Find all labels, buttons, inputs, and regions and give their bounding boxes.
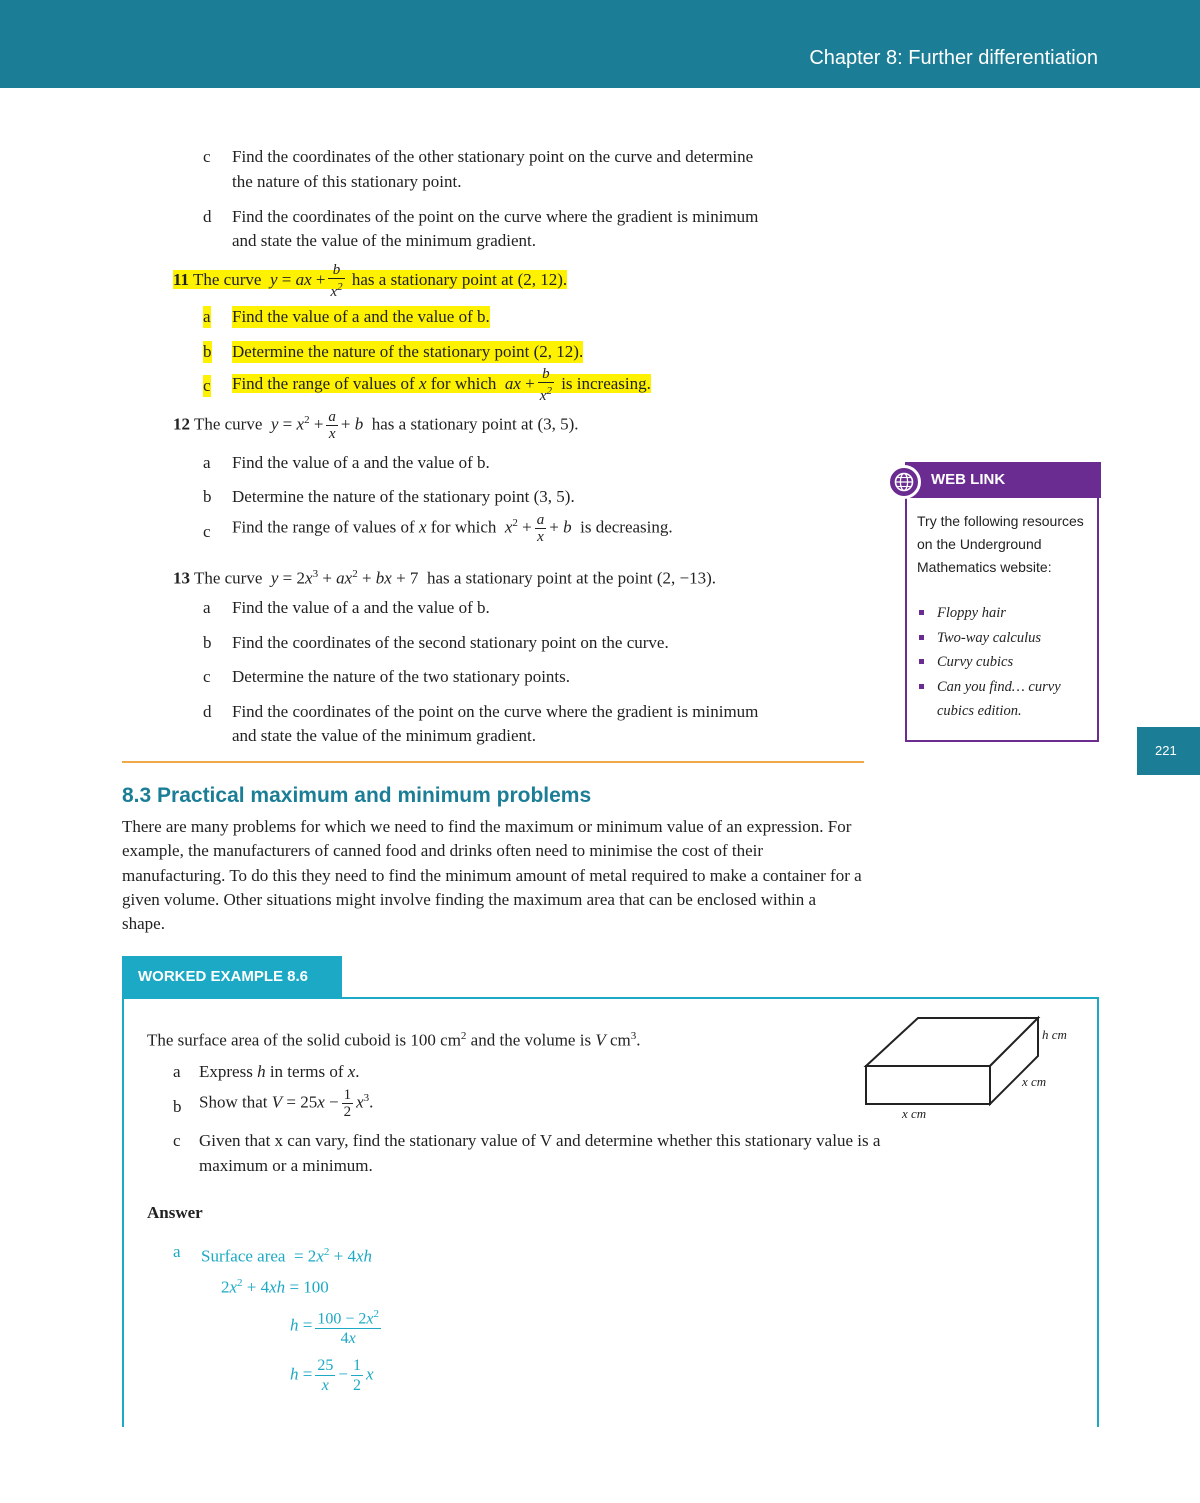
part-label-c: c xyxy=(203,147,211,166)
web-link-item[interactable]: Floppy hair xyxy=(919,601,1095,626)
exercise-text: and state the value of the minimum gradient. xyxy=(232,726,537,745)
height-label: h cm xyxy=(1042,1027,1067,1042)
question-12: 12 The curve $y = x^2$ + $\frac{a}{x}$ + b has a stationary point at (3, 5). xyxy=(173,409,579,443)
section-divider xyxy=(122,761,864,763)
question-text: has a stationary point at (3, 5). xyxy=(371,414,579,434)
web-link-list xyxy=(919,601,1095,724)
question-text: is increasing. xyxy=(561,373,651,393)
section-intro: There are many problems for which we need to find the maximum or minimum value of an expression. For example, the manufacturers of canned food and drinks often need to minimise the cost of their manufacturing. To do this they need to find the minimum amount of metal required to make a container for a given volume. Other situations might involve finding the maximum area that can be enclosed within a shape. xyxy=(122,817,862,934)
answer-heading: Answer xyxy=(147,1203,203,1222)
part-label-c: c xyxy=(203,667,211,686)
section-heading: 8.3 Practical maximum and minimum problems xyxy=(122,784,592,807)
part-label-c: c xyxy=(203,522,211,541)
part-label-c: c xyxy=(173,1131,181,1150)
part-label-c: c xyxy=(203,376,211,395)
part-label-b: b xyxy=(203,633,212,652)
globe-icon xyxy=(887,465,921,499)
answer-step: $2x^2 + 4xh = 100$ xyxy=(221,1277,329,1297)
part-label-a: a xyxy=(173,1062,181,1081)
question-11: 11 The curve y = ax + $\frac{b}{x^2}$ has a stationary point at (2, 12). xyxy=(173,262,568,300)
answer-step: h = $\frac{100 - 2x^2}{4x}$ xyxy=(290,1305,384,1348)
question-13: 13 The curve $y = 2x^3 + ax^2$ + bx + 7 has a stationary point at the point (2, −13). xyxy=(173,568,717,588)
web-link-title: WEB LINK xyxy=(931,471,1006,488)
exercise-text: Find the coordinates of the other stationary point on the curve and determine xyxy=(232,147,754,166)
answer-step: Surface area = $2x^2 + 4xh$ xyxy=(201,1246,372,1266)
chapter-header xyxy=(0,0,1200,88)
answer-step: h = $\frac{25}{x}$ − $\frac{1}{2}$ x xyxy=(290,1357,374,1394)
worked-example-part-c: Given that x can vary, find the stationary value of V and determine whether this stationary value is a xyxy=(199,1131,881,1150)
cuboid-diagram xyxy=(862,1014,1084,1126)
part-label-a: a xyxy=(203,453,211,472)
exercise-text: Determine the nature of the two stationary points. xyxy=(232,667,571,686)
exercise-text: Find the value of a and the value of b. xyxy=(232,598,490,617)
width-label: x cm xyxy=(1022,1074,1047,1089)
question-text: is decreasing. xyxy=(580,517,673,537)
exercise-text: Find the value of a and the value of b. xyxy=(232,453,490,472)
exercise-text: Find the coordinates of the point on the curve where the gradient is minimum xyxy=(232,702,759,721)
worked-example-question: The surface area of the solid cuboid is 100 $cm^2$ and the volume is V $cm^3$. xyxy=(147,1030,641,1050)
web-link-intro: Try the following resources on the Underground Mathematics website: xyxy=(917,513,1084,575)
question-12c: Find the range of values of x for which $x^2$ + $\frac{a}{x}$ + b is decreasing. xyxy=(232,512,673,546)
part-label-b: b xyxy=(203,342,212,361)
question-text: has a stationary point at (2, 12). xyxy=(351,269,568,289)
exercise-text: and state the value of the minimum gradient. xyxy=(232,231,537,250)
exercise-text: the nature of this stationary point. xyxy=(232,172,462,191)
web-link-box xyxy=(905,462,1099,742)
length-label: x cm xyxy=(902,1106,927,1121)
question-11c: Find the range of values of x for which ax + $\frac{b}{x^2}$ is increasing. xyxy=(232,366,651,404)
part-label-b: b xyxy=(203,487,212,506)
exercise-text: Find the coordinates of the second stationary point on the curve. xyxy=(232,633,669,652)
worked-example-part-b: Show that V = 25x − $\frac{1}{2}$ $x^3$. xyxy=(199,1087,374,1121)
worked-example-part-a: Express h in terms of x. xyxy=(199,1062,360,1081)
worked-example-tab xyxy=(122,956,342,998)
part-label-b: b xyxy=(173,1097,182,1116)
chapter-title: Chapter 8: Further differentiation xyxy=(809,47,1098,69)
part-label-a: a xyxy=(173,1242,181,1261)
part-label-a: a xyxy=(203,307,211,326)
worked-example-part-c: maximum or a minimum. xyxy=(199,1156,373,1175)
exercise-text: Determine the nature of the stationary point (3, 5). xyxy=(232,487,575,506)
web-link-header xyxy=(905,462,1101,498)
part-label-a: a xyxy=(203,598,211,617)
web-link-item[interactable]: Two-way calculus xyxy=(919,626,1095,651)
web-link-item[interactable]: Curvy cubics xyxy=(919,650,1095,675)
exercise-text: Find the value of a and the value of b. xyxy=(232,307,490,326)
page-number: 221 xyxy=(1155,743,1177,758)
part-label-d: d xyxy=(203,702,212,721)
web-link-item[interactable]: Can you find… curvy cubics edition. xyxy=(919,675,1095,724)
page-number-tab xyxy=(1137,727,1200,775)
part-label-d: d xyxy=(203,207,212,226)
exercise-text: Find the coordinates of the point on the curve where the gradient is minimum xyxy=(232,207,759,226)
exercise-text: Determine the nature of the stationary point (2, 12). xyxy=(232,342,584,361)
worked-example-label: WORKED EXAMPLE 8.6 xyxy=(138,968,309,985)
question-text: has a stationary point at the point (2, −13). xyxy=(426,568,717,588)
